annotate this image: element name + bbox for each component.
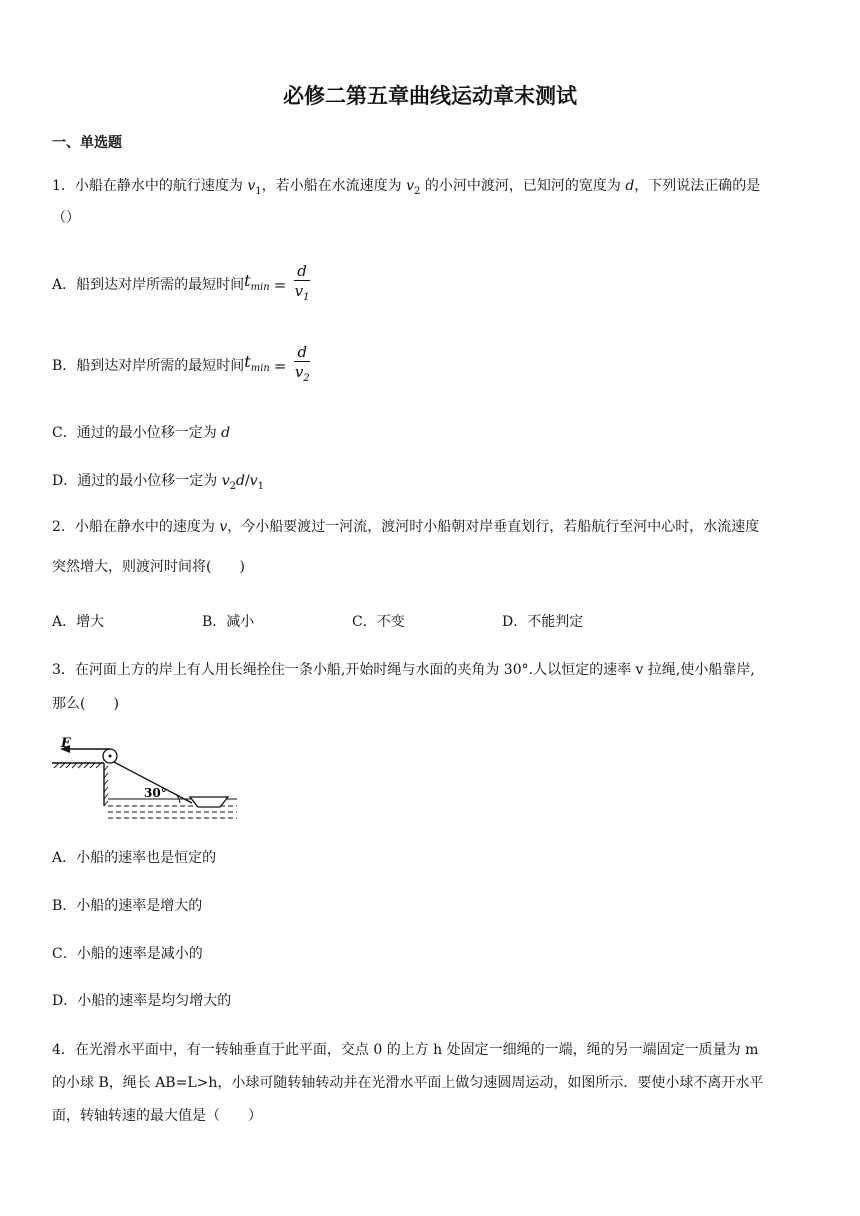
q3-option-b: B．小船的速率是增大的 bbox=[52, 898, 203, 914]
q4-stem-line3: 面，转轴转速的最大值是（ ） bbox=[52, 1108, 262, 1124]
q3-option-a: A．小船的速率也是恒定的 bbox=[52, 850, 217, 866]
q2-stem-line1: 2．小船在静水中的速度为 v，今小船要渡过一河流，渡河时小船朝对岸垂直划行，若船航行至河中心时，水流速度 bbox=[52, 519, 760, 535]
q2-option-a: A．增大 bbox=[52, 614, 105, 630]
q2-option-b: B．减小 bbox=[202, 614, 255, 630]
q1-stem-line1: 1．小船在静水中的航行速度为 $v_1$，若小船在水流速度为 $v_2$ 的小河中渡河，已知河的宽度为 d，下列说法正确的是 bbox=[52, 178, 761, 197]
q3-stem-line1: 3．在河面上方的岸上有人用长绳拴住一条小船,开始时绳与水面的夹角为 30°.人以恒定的速率 v 拉绳,使小船靠岸, bbox=[52, 662, 755, 678]
q3-option-d: D．小船的速率是均匀增大的 bbox=[52, 993, 232, 1009]
q4-stem-line1: 4．在光滑水平面中，有一转轴垂直于此平面，交点 0 的上方 h 处固定一细绳的一端，绳的另一端固定一质量为 m bbox=[52, 1042, 759, 1058]
q3-stem-line2: 那么( ) bbox=[52, 696, 119, 712]
q4-stem-line2: 的小球 B，绳长 AB=L>h，小球可随转轴转动并在光滑水平面上做匀速圆周运动，如图所示．要使小球不离开水平 bbox=[52, 1075, 764, 1091]
boat bbox=[190, 797, 228, 807]
q1-stem-line2: （） bbox=[52, 210, 80, 226]
q1-option-b: B．船到达对岸所需的最短时间$t_{min}$ = $\frac{d}{v_2}$ bbox=[52, 343, 310, 389]
force-label: F bbox=[61, 736, 71, 751]
q2-option-d: D．不能判定 bbox=[502, 614, 584, 630]
q2-option-c: C．不变 bbox=[352, 614, 405, 630]
angle-label: 30° bbox=[144, 786, 167, 800]
section-heading: 一、单选题 bbox=[52, 135, 122, 151]
q1-option-a-fraction: $\frac{d}{v_1}$ bbox=[294, 262, 310, 303]
q1-option-c: C．通过的最小位移一定为 d bbox=[52, 425, 231, 441]
boat-rope-figure bbox=[52, 736, 242, 822]
page-title: 必修二第五章曲线运动章末测试 bbox=[283, 84, 577, 108]
ground-hatching bbox=[54, 763, 101, 768]
q2-stem-line2: 突然增大，则渡河时间将( ) bbox=[52, 559, 245, 575]
q1-option-d: D．通过的最小位移一定为 $v_2d/v_1$ bbox=[52, 473, 264, 492]
q3-option-c: C．小船的速率是减小的 bbox=[52, 946, 203, 962]
q1-option-a: A．船到达对岸所需的最短时间$t_{min}$ = $\frac{d}{v_1}$ bbox=[52, 262, 310, 308]
q1-option-b-fraction: $\frac{d}{v_2}$ bbox=[294, 343, 310, 384]
